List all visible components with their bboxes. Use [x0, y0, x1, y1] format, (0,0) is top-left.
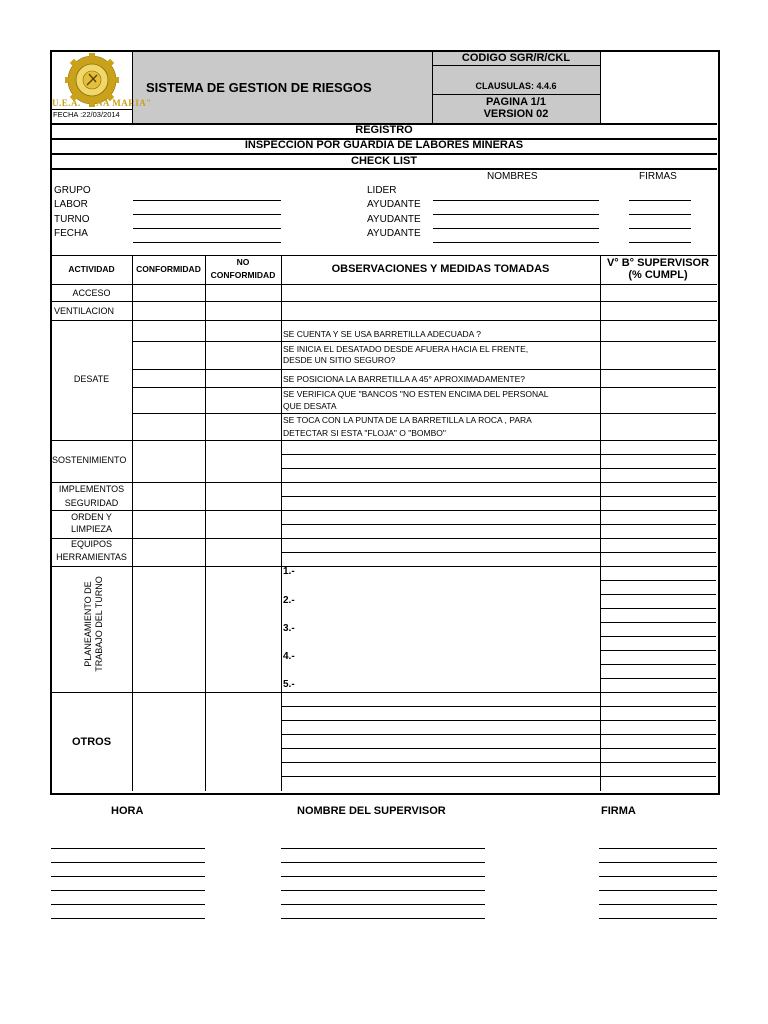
- band-line: [51, 153, 717, 155]
- table-line: [600, 636, 716, 637]
- column-line: [600, 255, 601, 791]
- clausulas-label: CLAUSULAS: 4.4.6: [475, 81, 557, 91]
- header-divider: [600, 51, 601, 123]
- plan-item-1: 1.-: [283, 566, 295, 577]
- nombre-supervisor-line[interactable]: [281, 918, 485, 919]
- table-line: [281, 552, 716, 553]
- table-line: [132, 369, 716, 370]
- acceso-label: ACCESO: [72, 288, 111, 298]
- plan-item-5: 5.-: [283, 679, 295, 690]
- header-divider: [432, 51, 433, 123]
- version-label: VERSION 02: [483, 108, 549, 120]
- band-line: [51, 138, 717, 140]
- table-line: [51, 255, 717, 256]
- header-divider: [432, 65, 600, 66]
- table-line: [600, 664, 716, 665]
- planeamiento-label-1: PLANEAMIENTO DE: [83, 581, 93, 667]
- ayudante-label-1: AYUDANTE: [367, 199, 421, 210]
- desate-item-4-line-1: SE VERIFICA QUE "BANCOS "NO ESTEN ENCIMA DEL PERSONAL: [283, 389, 549, 399]
- nombre-supervisor-line[interactable]: [281, 904, 485, 905]
- no-conformidad-header-2: CONFORMIDAD: [210, 270, 276, 280]
- nombre-supervisor-line[interactable]: [281, 848, 485, 849]
- equipos-label-2: HERRAMIENTAS: [56, 552, 127, 562]
- grupo-label: GRUPO: [54, 185, 91, 196]
- table-line: [281, 734, 716, 735]
- column-line: [205, 255, 206, 791]
- desate-item-2-line-2: DESDE UN SITIO SEGURO?: [283, 355, 396, 365]
- table-line: [600, 678, 716, 679]
- labor-label: LABOR: [54, 199, 88, 210]
- band-line: [51, 123, 717, 125]
- header-divider: [132, 51, 133, 123]
- conformidad-header: CONFORMIDAD: [136, 264, 201, 274]
- desate-item-5-line-2: DETECTAR SI ESTA "FLOJA" O "BOMBO": [283, 428, 446, 438]
- ayudante-label-3: AYUDANTE: [367, 228, 421, 239]
- desate-item-4-line-2: QUE DESATA: [283, 401, 337, 411]
- hora-line[interactable]: [51, 918, 205, 919]
- hora-line[interactable]: [51, 848, 205, 849]
- orden-label-2: LIMPIEZA: [70, 524, 112, 534]
- table-line: [51, 566, 717, 567]
- equipos-label-1: EQUIPOS: [70, 539, 112, 549]
- logo-caption: U.E.A. "ANA MARIA": [52, 98, 152, 108]
- nombres-header: NOMBRES: [487, 171, 538, 182]
- firma-line[interactable]: [599, 862, 717, 863]
- table-line: [600, 580, 716, 581]
- desate-label: DESATE: [73, 374, 110, 384]
- observaciones-header: OBSERVACIONES Y MEDIDAS TOMADAS: [331, 263, 550, 275]
- plan-item-4: 4.-: [283, 651, 295, 662]
- table-line: [600, 650, 716, 651]
- table-line: [281, 524, 716, 525]
- orden-label-1: ORDEN Y: [71, 512, 112, 522]
- column-line: [132, 255, 133, 791]
- inspeccion-title: INSPECCION POR GUARDIA DE LABORES MINERAS: [244, 139, 524, 151]
- header-divider: [432, 94, 600, 95]
- nombre-supervisor-label: NOMBRE DEL SUPERVISOR: [297, 805, 446, 817]
- implementos-label-1: IMPLEMENTOS: [58, 484, 125, 494]
- table-line: [600, 622, 716, 623]
- codigo-label: CODIGO SGR/R/CKL: [461, 52, 571, 64]
- table-line: [132, 341, 716, 342]
- table-line: [51, 320, 717, 321]
- hora-label: HORA: [111, 805, 144, 817]
- band-line: [51, 168, 717, 170]
- firma-line[interactable]: [599, 890, 717, 891]
- table-line: [281, 496, 716, 497]
- ayudante-label-2: AYUDANTE: [367, 214, 421, 225]
- firma-line[interactable]: [599, 918, 717, 919]
- table-line: [51, 284, 717, 285]
- column-line: [281, 255, 282, 791]
- turno-label: TURNO: [54, 214, 90, 225]
- table-line: [132, 387, 716, 388]
- pagina-label: PAGINA 1/1: [486, 96, 546, 108]
- table-line: [281, 762, 716, 763]
- table-line: [281, 454, 716, 455]
- hora-line[interactable]: [51, 904, 205, 905]
- table-line: [600, 608, 716, 609]
- table-line: [51, 510, 717, 511]
- desate-item-2-line-1: SE INICIA EL DESATADO DESDE AFUERA HACIA EL FRENTE,: [283, 344, 529, 354]
- lider-label: LIDER: [367, 185, 397, 196]
- table-line: [51, 692, 717, 693]
- sostenimiento-label: SOSTENIMIENTO: [52, 455, 127, 465]
- desate-item-1: SE CUENTA Y SE USA BARRETILLA ADECUADA ?: [283, 329, 481, 339]
- hora-line[interactable]: [51, 862, 205, 863]
- firma-line[interactable]: [599, 904, 717, 905]
- firma-line[interactable]: [599, 848, 717, 849]
- plan-item-3: 3.-: [283, 623, 295, 634]
- firma-line[interactable]: [599, 876, 717, 877]
- plan-item-2: 2.-: [283, 595, 295, 606]
- table-line: [51, 440, 717, 441]
- otros-label: OTROS: [71, 736, 112, 748]
- no-conformidad-header-1: NO: [236, 257, 250, 267]
- check-list-title: CHECK LIST: [351, 155, 417, 167]
- planeamiento-cell: [51, 566, 132, 692]
- nombre-supervisor-line[interactable]: [281, 890, 485, 891]
- table-line: [600, 594, 716, 595]
- header-divider: [51, 109, 132, 110]
- cumpl-header: (% CUMPL): [628, 269, 688, 281]
- table-line: [281, 468, 716, 469]
- hora-line[interactable]: [51, 876, 205, 877]
- fecha-field-label: FECHA: [54, 228, 88, 239]
- table-line: [51, 482, 717, 483]
- table-line: [281, 748, 716, 749]
- table-line: [281, 720, 716, 721]
- actividad-header: ACTIVIDAD: [68, 264, 115, 274]
- table-line: [51, 301, 717, 302]
- firma-label: FIRMA: [601, 805, 636, 817]
- fecha-label: FECHA :22/03/2014: [53, 110, 120, 119]
- system-title: SISTEMA DE GESTION DE RIESGOS: [146, 80, 372, 95]
- vb-supervisor-header: V° B° SUPERVISOR: [606, 257, 710, 269]
- table-line: [51, 538, 717, 539]
- desate-item-5-line-1: SE TOCA CON LA PUNTA DE LA BARRETILLA LA ROCA , PARA: [283, 415, 532, 425]
- implementos-label-2: SEGURIDAD: [64, 498, 119, 508]
- nombre-supervisor-line[interactable]: [281, 862, 485, 863]
- ventilacion-label: VENTILACION: [54, 306, 115, 316]
- registro-title: REGISTRO: [355, 124, 413, 136]
- hora-line[interactable]: [51, 890, 205, 891]
- planeamiento-label-2: TRABAJO DEL TURNO: [94, 576, 104, 672]
- firmas-header: FIRMAS: [639, 171, 677, 182]
- table-line: [281, 776, 716, 777]
- nombre-supervisor-line[interactable]: [281, 876, 485, 877]
- table-line: [281, 706, 716, 707]
- desate-item-3: SE POSICIONA LA BARRETILLA A 45° APROXIMADAMENTE?: [283, 374, 525, 384]
- table-line: [132, 413, 716, 414]
